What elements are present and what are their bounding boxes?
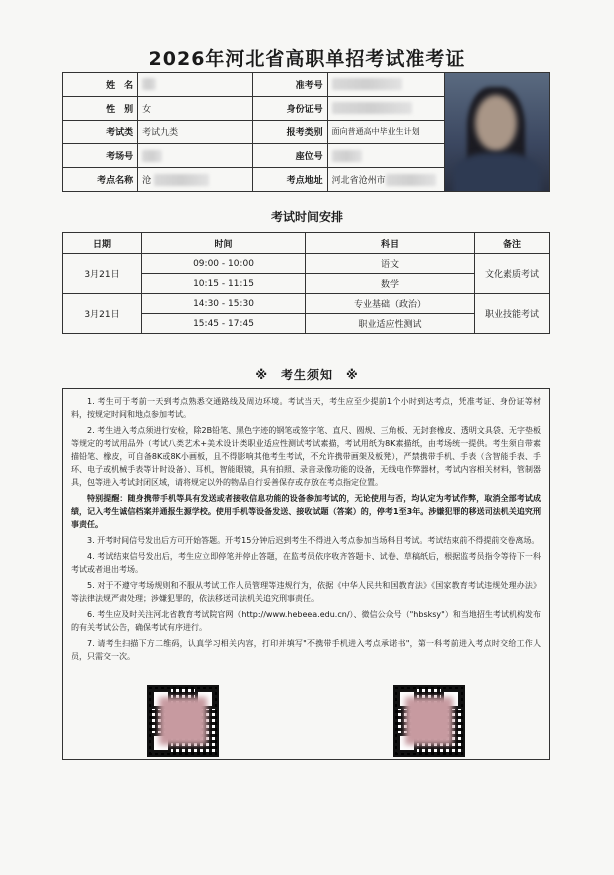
time-cell: 14:30 - 15:30 xyxy=(142,294,306,314)
subject-cell: 职业适应性测试 xyxy=(306,314,475,334)
schedule-title: 考试时间安排 xyxy=(270,210,343,224)
note-cell: 职业技能考试 xyxy=(475,294,550,334)
photo-cell xyxy=(444,73,549,192)
note-cell: 文化素质考试 xyxy=(475,254,550,294)
exam-no-label: 准考号 xyxy=(253,73,328,97)
name-label: 姓 名 xyxy=(63,73,138,97)
seat-label: 座位号 xyxy=(253,144,328,168)
table-row xyxy=(63,254,550,274)
site-address-value: 河北省沧州市 xyxy=(327,168,444,192)
room-value xyxy=(138,144,253,168)
subject-cell: 专业基础（政治） xyxy=(306,294,475,314)
time-cell: 09:00 - 10:00 xyxy=(142,254,306,274)
exam-no-value xyxy=(327,73,444,97)
date-cell: 3月21日 xyxy=(63,254,142,294)
notice-item: 3. 开考时间信号发出后方可开始答题。开考15分钟后迟到考生不得进入考点参加当场科目考试。考试结束前不得提前交卷离场。 xyxy=(87,536,540,545)
id-value xyxy=(327,96,444,120)
subject-cell: 语文 xyxy=(306,254,475,274)
header-subject: 科目 xyxy=(306,233,475,254)
seat-value xyxy=(327,144,444,168)
notice-item: 6. 考生应及时关注河北省教育考试院官网（http://www.hebeea.edu.cn/）、微信公众号（"hbsksy"）和当地招生考试机构发布的有关考试公告，确保考试有序进行。 xyxy=(71,610,541,632)
header-date: 日期 xyxy=(63,233,142,254)
notice-item: 1. 考生可于考前一天到考点熟悉交通路线及周边环境。考试当天，考生应至少提前1个小时到达考点，凭准考证、身份证等材料，按规定时间和地点参加考试。 xyxy=(71,397,541,419)
room-label: 考场号 xyxy=(63,144,138,168)
id-label: 身份证号 xyxy=(253,96,328,120)
site-name-value: 沧 xyxy=(138,168,253,192)
special-reminder: 特别提醒：随身携带手机等具有发送或者接收信息功能的设备参加考试的，无论使用与否，均认定为考试作弊，取消全部考试成绩，记入考生诚信档案并通报生源学校。使用手机等设备发送、接收试题（答案）的，停考1至3年。涉嫌犯罪的移送司法机关追究刑事责任。 xyxy=(71,494,541,529)
time-cell: 15:45 - 17:45 xyxy=(142,314,306,334)
site-name-label: 考点名称 xyxy=(63,168,138,192)
candidate-photo xyxy=(445,73,549,191)
name-value xyxy=(138,73,253,97)
notice-item: 7. 请考生扫描下方二维码，认真学习相关内容，打印并填写"不携带手机进入考点承诺书"，第一科考前进入考点时交给工作人员，只需交一次。 xyxy=(71,639,541,661)
header-time: 时间 xyxy=(142,233,306,254)
qr-code-right[interactable] xyxy=(393,685,465,757)
page-title: 2026年河北省高职单招考试准考证 xyxy=(148,48,466,70)
notice-item: 4. 考试结束信号发出后，考生应立即停笔并停止答题，在监考员依序收齐答题卡、试卷、草稿纸后，根据监考员指令等待下一科考试或者退出考场。 xyxy=(71,552,541,574)
gender-value: 女 xyxy=(138,96,253,120)
subject-cell: 数学 xyxy=(306,274,475,294)
table-row xyxy=(63,294,550,314)
notice-item: 5. 对于不遵守考场规则和不服从考试工作人员管理等违规行为，依据《中华人民共和国教育法》《国家教育考试违规处理办法》等法律法规严肃处理；涉嫌犯罪的，依法移送司法机关追究刑事责任。 xyxy=(71,581,541,603)
notice-box xyxy=(62,388,550,760)
notice-title: ※ 考生须知 ※ xyxy=(255,368,359,382)
date-cell: 3月21日 xyxy=(63,294,142,334)
header-note: 备注 xyxy=(475,233,550,254)
category-label: 考试类 xyxy=(63,120,138,144)
qr-code-left[interactable] xyxy=(147,685,219,757)
schedule-table xyxy=(62,232,550,334)
notice-item: 2. 考生进入考点须进行安检，除2B铅笔、黑色字迹的钢笔或签字笔、直尺、圆规、三角板、无封套橡皮、透明文具袋、无字垫板等规定的考试用品外（考试八类艺术+美术设计类职业适应性测试考试素描，考试用纸为8K素描纸，由考场统一提供。考生须自带素描铅笔、橡皮，可自备8K或8K小画板，且不得影响其他考生考试，不允许携带画架及板凳），严禁携带手机、手表（含智能手表、手环、电子或机械手表等计时设备）、耳机，智能眼镜，具有拍照、录音录像功能的设备，无线电作弊器材，考试内容相关材料，管制器具，包等进入考试封闭区域，请将规定以外的物品自行妥善保存或存放在考点指定位置。 xyxy=(71,426,541,487)
time-cell: 10:15 - 11:15 xyxy=(142,274,306,294)
gender-label: 性 别 xyxy=(63,96,138,120)
candidate-info-table xyxy=(62,72,550,192)
report-category-value: 面向普通高中毕业生计划 xyxy=(327,120,444,144)
category-value: 考试九类 xyxy=(138,120,253,144)
site-address-label: 考点地址 xyxy=(253,168,328,192)
report-category-label: 报考类别 xyxy=(253,120,328,144)
